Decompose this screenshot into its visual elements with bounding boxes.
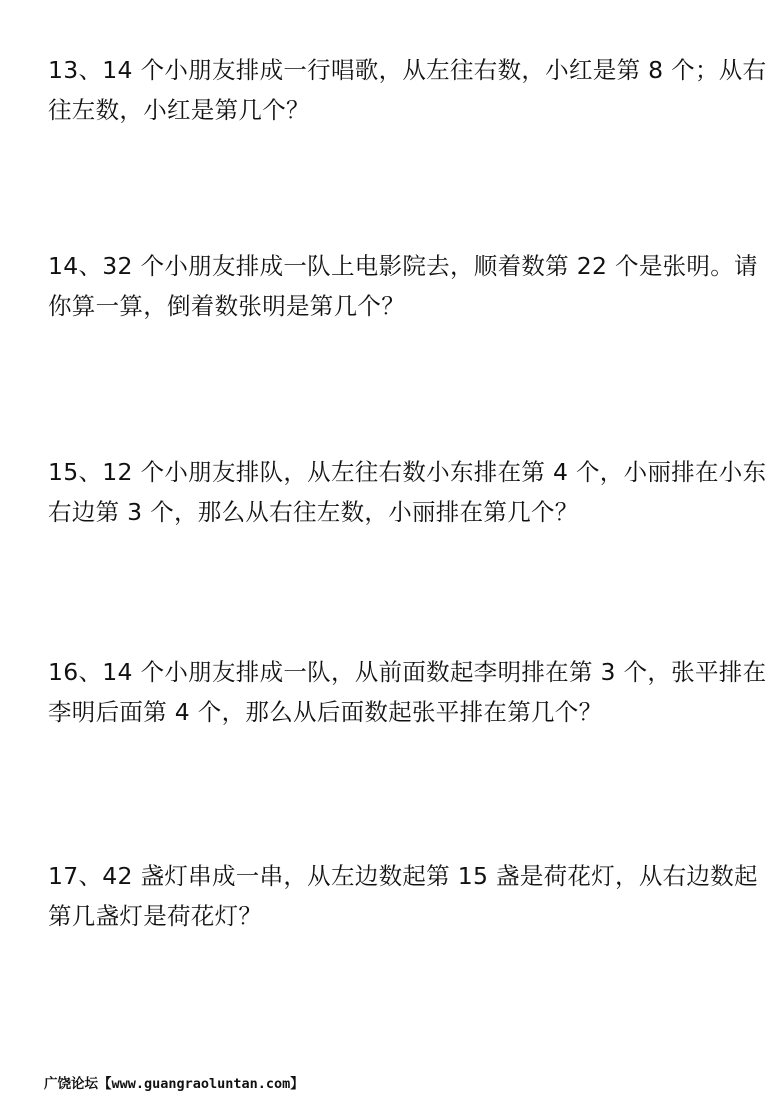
question-16-line-2: 李明后面第 4 个，那么从后面数起张平排在第几个？ xyxy=(48,698,603,726)
question-15 xyxy=(48,452,767,532)
question-16-line-1: 16、14 个小朋友排成一队，从前面数起李明排在第 3 个，张平排在 xyxy=(48,658,767,686)
question-17 xyxy=(48,856,758,936)
question-14-line-1: 14、32 个小朋友排成一队上电影院去，顺着数第 22 个是张明。请 xyxy=(48,252,758,280)
footer-label: 广饶论坛 xyxy=(44,1076,98,1092)
question-14-line-2: 你算一算，倒着数张明是第几个？ xyxy=(48,292,405,320)
question-13 xyxy=(48,50,767,130)
question-13-line-2: 往左数，小红是第几个？ xyxy=(48,96,310,124)
question-17-line-2: 第几盏灯是荷花灯？ xyxy=(48,902,263,930)
question-16 xyxy=(48,652,767,732)
question-15-line-1: 15、12 个小朋友排队，从左往右数小东排在第 4 个，小丽排在小东 xyxy=(48,458,767,486)
question-17-line-1: 17、42 盏灯串成一串，从左边数起第 15 盏是荷花灯，从右边数起 xyxy=(48,862,758,890)
question-14 xyxy=(48,246,758,326)
question-13-line-1: 13、14 个小朋友排成一行唱歌，从左往右数，小红是第 8 个；从右 xyxy=(48,56,767,84)
question-15-line-2: 右边第 3 个，那么从右往左数，小丽排在第几个？ xyxy=(48,498,579,526)
footer-watermark xyxy=(44,1074,304,1094)
footer-site: 【www.guangraoluntan.com】 xyxy=(98,1076,304,1092)
